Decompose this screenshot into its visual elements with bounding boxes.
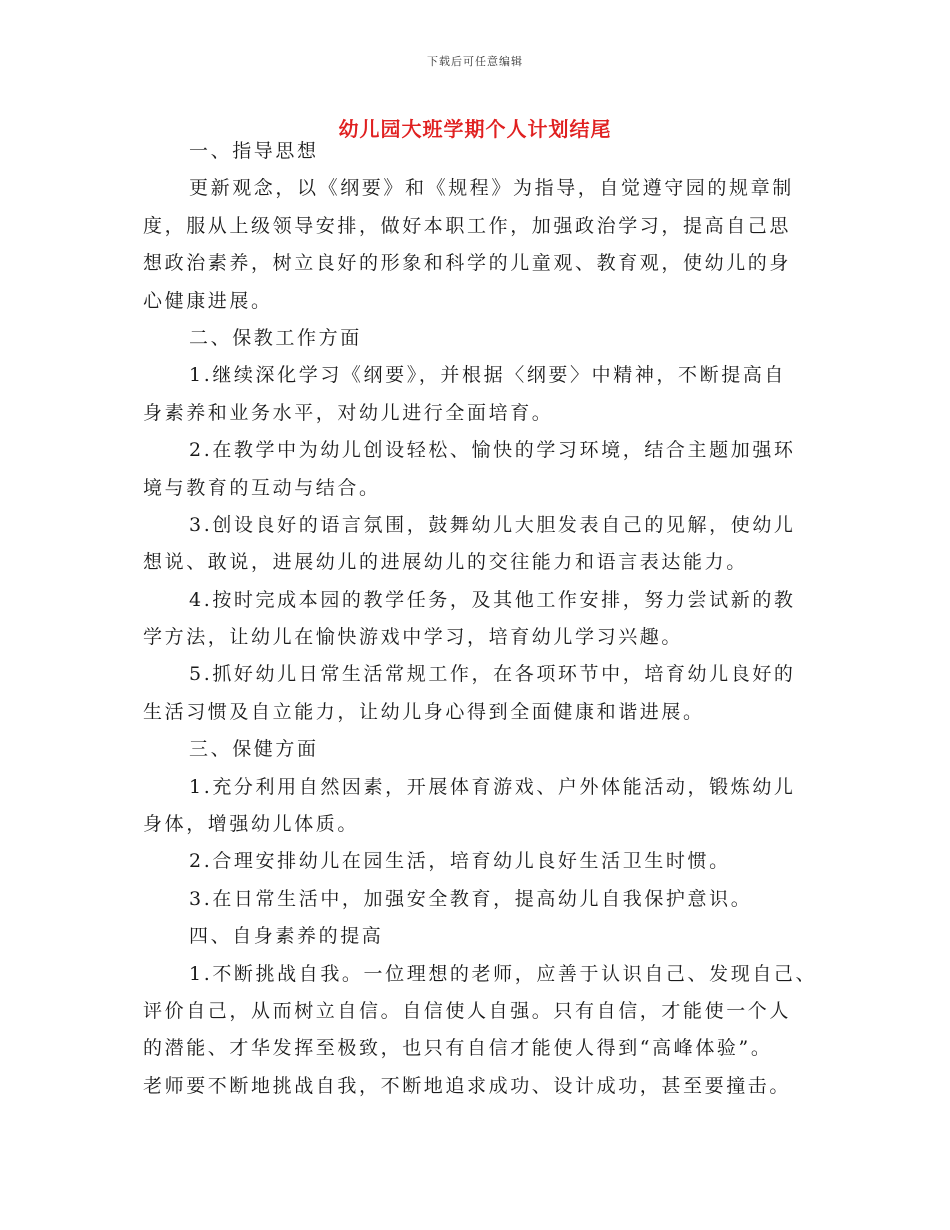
- text-line: 5.抓好幼儿日常生活常规工作，在各项环节中，培育幼儿良好的: [189, 663, 796, 686]
- text-line: 身素养和业务水平，对幼儿进行全面培育。: [143, 401, 554, 424]
- text-line: 4.按时完成本园的教学任务，及其他工作安排，努力尝试新的教: [189, 588, 796, 611]
- text-line: 2.合理安排幼儿在园生活，培育幼儿良好生活卫生时惯。: [189, 850, 731, 873]
- text-line: 3.在日常生活中，加强安全教育，提高幼儿自我保护意识。: [189, 887, 753, 910]
- text-line: 想说、敢说，进展幼儿的进展幼儿的交往能力和语言表达能力。: [143, 551, 748, 574]
- text-line: 1.不断挑战自我。一位理想的老师，应善于认识自己、发现自己、: [189, 962, 818, 985]
- text-line: 学方法，让幼儿在愉快游戏中学习，培育幼儿学习兴趣。: [143, 626, 684, 649]
- page-header-note: 下载后可任意编辑: [427, 55, 523, 68]
- text-line: 身体，增强幼儿体质。: [143, 813, 360, 836]
- text-line: 一、指导思想: [189, 140, 319, 162]
- text-line: 生活习惯及自立能力，让幼儿身心得到全面健康和谐进展。: [143, 700, 705, 723]
- text-line: 1.继续深化学习《纲要》，并根据〈纲要〉中精神，不断提高自: [189, 364, 787, 387]
- text-line: 3.创设良好的语言氛围，鼓舞幼儿大胆发表自己的见解，使幼儿: [189, 513, 796, 536]
- text-line: 评价自己，从而树立自信。自信使人自强。只有自信，才能使一个人: [143, 999, 792, 1022]
- text-line: 二、保教工作方面: [189, 326, 362, 349]
- text-line: 想政治素养，树立良好的形象和科学的儿童观、教育观，使幼儿的身: [143, 252, 792, 275]
- text-line: 1.充分利用自然因素，开展体育游戏、户外体能活动，锻炼幼儿: [189, 775, 796, 798]
- text-line: 三、保健方面: [189, 738, 319, 761]
- text-line: 老师要不断地挑战自我，不断地追求成功、设计成功，甚至要撞击。: [143, 1074, 792, 1097]
- text-line: 2.在教学中为幼儿创设轻松、愉快的学习环境，结合主题加强环: [189, 439, 796, 462]
- document-body: [143, 133, 818, 1105]
- document-title: 幼儿园大班学期个人计划结尾: [338, 117, 612, 141]
- text-line: 境与教育的互动与结合。: [143, 476, 381, 499]
- text-line: 的潜能、才华发挥至极致，也只有自信才能使人得到“高峰体验”。: [143, 1037, 773, 1060]
- text-line: 四、自身素养的提高: [189, 925, 384, 948]
- text-line: 更新观念，以《纲要》和《规程》为指导，自觉遵守园的规章制: [189, 177, 794, 200]
- text-line: 心健康进展。: [143, 289, 273, 312]
- text-line: 度，服从上级领导安排，做好本职工作，加强政治学习，提高自己思: [143, 214, 792, 237]
